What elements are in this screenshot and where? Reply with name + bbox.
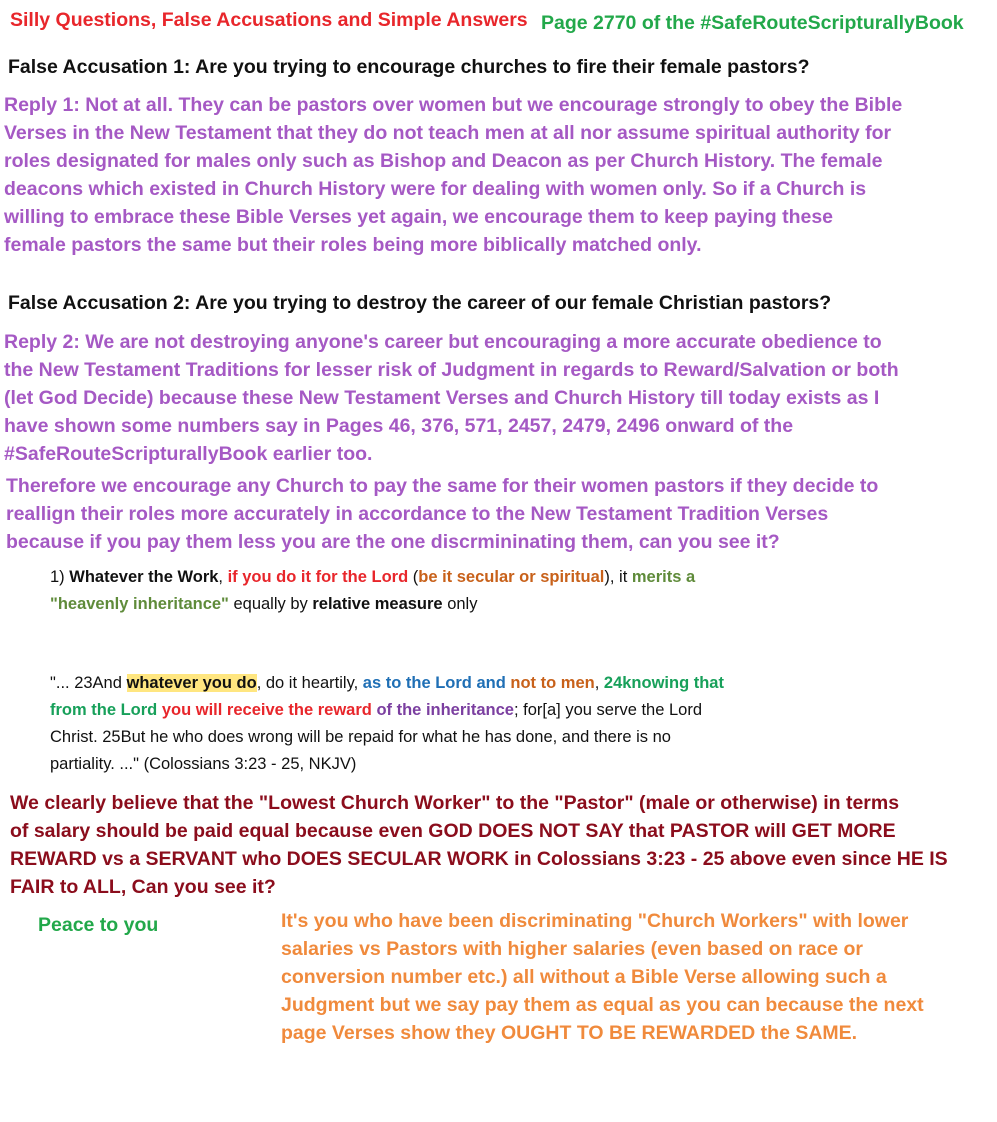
closing-paragraph — [281, 907, 924, 1047]
closing-line: It's you who have been discriminating "Church Workers" with lower — [281, 910, 909, 932]
reply-1-line: Verses in the New Testament that they do not teach men at all nor assume spiritual authority for — [4, 122, 892, 144]
page-title: Silly Questions, False Accusations and Simple Answers — [10, 9, 528, 31]
reply-2-line: have shown some numbers say in Pages 46, 376, 571, 2457, 2479, 2496 onward of the — [4, 415, 794, 437]
peace-greeting: Peace to you — [38, 914, 159, 936]
point-text: relative measure — [312, 595, 443, 613]
closing-line: salaries vs Pastors with higher salaries (even based on race or — [281, 938, 864, 960]
closing-line: Judgment but we say pay them as equal as you can because the next — [281, 994, 924, 1016]
point-text: Whatever the Work — [69, 568, 219, 586]
point-text: if you do it for the Lord — [227, 568, 409, 586]
therefore-line: reallign their roles more accurately in accordance to the New Testament Tradition Verses — [6, 503, 829, 525]
verse-text: , do it heartily, — [256, 674, 363, 692]
reply-1-line: deacons which existed in Church History were for dealing with women only. So if a Church is — [4, 178, 867, 200]
therefore-paragraph — [6, 472, 878, 556]
reply-2-line: Reply 2: We are not destroying anyone's career but encouraging a more accurate obedience to — [4, 331, 882, 353]
verse-text: 24knowing that — [603, 674, 724, 692]
verse-text: of the inheritance — [376, 701, 514, 719]
verse-highlight: whatever you do — [126, 674, 257, 692]
reply-2 — [4, 328, 899, 468]
reply-1-line: roles designated for males only such as Bishop and Deacon as per Church History. The female — [4, 150, 883, 172]
accusation-2: False Accusation 2: Are you trying to destroy the career of our female Christian pastors? — [8, 292, 832, 314]
colossians-quote — [50, 670, 830, 778]
verse-text: not to men — [510, 674, 595, 692]
page-reference: Page 2770 of the #SafeRouteScripturallyBook — [541, 12, 964, 34]
verse-text: partiality. ..." (Colossians 3:23 - 25, NKJV) — [50, 755, 357, 773]
therefore-line: Therefore we encourage any Church to pay the same for their women pastors if they decide to — [6, 475, 879, 497]
verse-text: "... 23And — [50, 674, 127, 692]
therefore-line: because if you pay them less you are the one discrmininating them, can you see it? — [6, 531, 780, 553]
belief-paragraph — [10, 789, 948, 901]
reply-1 — [4, 91, 902, 259]
reply-1-line: female pastors the same but their roles being more biblically matched only. — [4, 234, 702, 256]
verse-text: from the Lord — [50, 701, 158, 719]
reply-2-line: the New Testament Traditions for lesser risk of Judgment in regards to Reward/Salvation or both — [4, 359, 899, 381]
point-text: only — [442, 595, 478, 613]
accusation-1: False Accusation 1: Are you trying to encourage churches to fire their female pastors? — [8, 56, 810, 78]
point-text: "heavenly inheritance" — [50, 595, 229, 613]
reply-1-line: willing to embrace these Bible Verses yet again, we encourage them to keep paying these — [4, 206, 834, 228]
belief-line: of salary should be paid equal because even GOD DOES NOT SAY that PASTOR will GET MORE — [10, 820, 896, 842]
closing-line: page Verses show they OUGHT TO BE REWARDED the SAME. — [281, 1022, 858, 1044]
belief-line: We clearly believe that the "Lowest Church Worker" to the "Pastor" (male or otherwise) in terms — [10, 792, 900, 814]
point-text: merits a — [631, 568, 696, 586]
reply-2-line: #SafeRouteScripturallyBook earlier too. — [4, 443, 373, 465]
verse-text: Christ. 25But he who does wrong will be repaid for what he has done, and there is no — [50, 728, 671, 746]
point-number: 1) — [50, 568, 70, 586]
point-text: ( — [408, 568, 419, 586]
belief-line: FAIR to ALL, Can you see it? — [10, 876, 276, 898]
belief-line: REWARD vs a SERVANT who DOES SECULAR WORK in Colossians 3:23 - 25 above even since HE IS — [10, 848, 948, 870]
point-text: be it secular or spiritual — [418, 568, 605, 586]
point-text: , — [218, 568, 228, 586]
verse-text: ; for[a] you serve the Lord — [513, 701, 703, 719]
point-text: ), it — [604, 568, 632, 586]
point-1 — [50, 564, 810, 618]
verse-text: , — [594, 674, 604, 692]
point-text: equally by — [228, 595, 313, 613]
reply-2-line: (let God Decide) because these New Testament Verses and Church History till today exists as I — [4, 387, 880, 409]
verse-text: as to the Lord and — [362, 674, 506, 692]
closing-line: conversion number etc.) all without a Bible Verse allowing such a — [281, 966, 887, 988]
verse-text: you will receive the reward — [161, 701, 372, 719]
reply-1-line: Reply 1: Not at all. They can be pastors over women but we encourage strongly to obey the Bible — [4, 94, 903, 116]
